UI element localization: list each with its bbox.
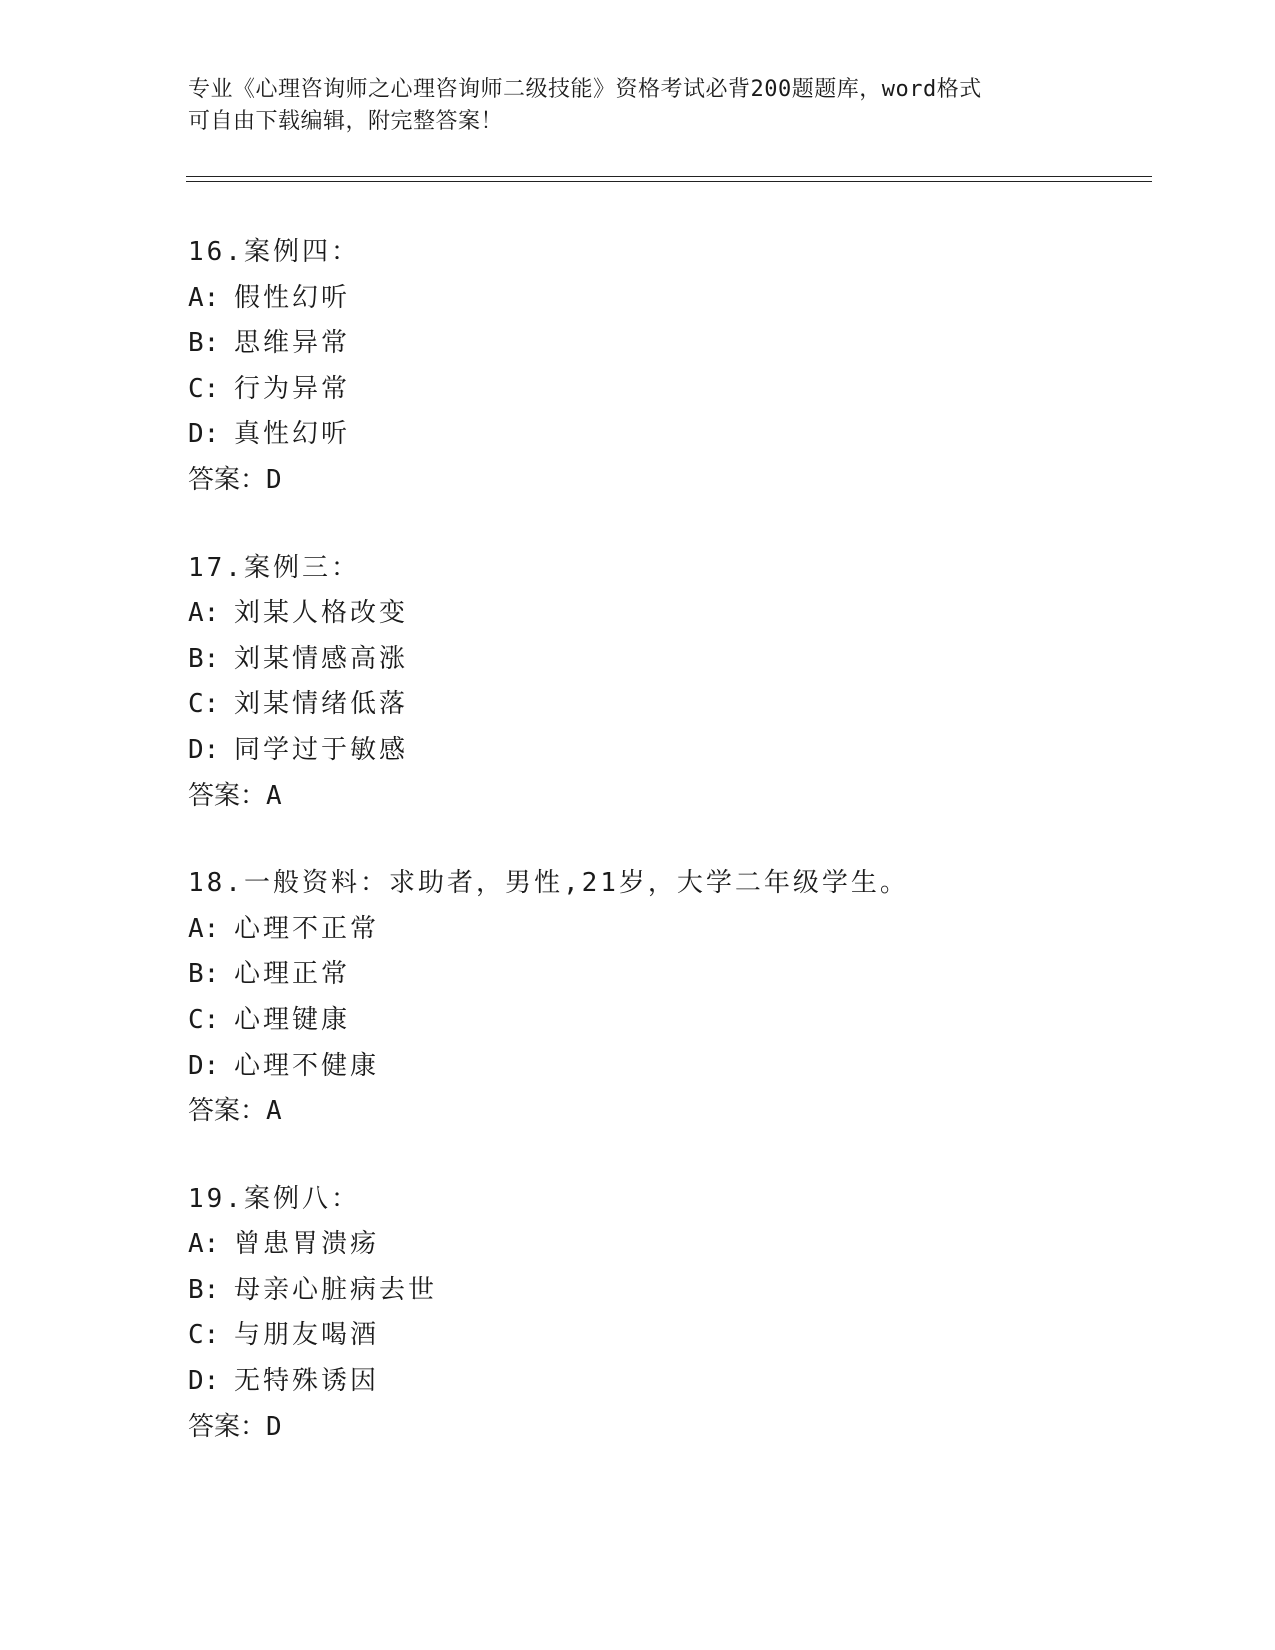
question-item — [188, 546, 1148, 820]
option-c — [188, 998, 1148, 1044]
option-text: 刘某情感高涨 — [234, 643, 409, 674]
option-key: B: — [188, 1274, 220, 1305]
option-a — [188, 276, 1148, 322]
option-text: 心理键康 — [234, 1004, 351, 1035]
option-c — [188, 1313, 1148, 1359]
answer-label: 答案： — [188, 780, 267, 811]
option-key: D: — [188, 419, 220, 450]
option-b — [188, 952, 1148, 998]
answer-line — [188, 1405, 1148, 1451]
option-key: B: — [188, 959, 220, 990]
option-d — [188, 1044, 1148, 1090]
answer-line — [188, 458, 1148, 504]
option-text: 心理不健康 — [234, 1050, 380, 1081]
option-text: 心理不正常 — [234, 913, 380, 944]
option-text: 行为异常 — [234, 373, 351, 404]
option-key: B: — [188, 643, 220, 674]
option-text: 母亲心脏病去世 — [234, 1274, 438, 1305]
option-text: 心理正常 — [234, 959, 351, 990]
option-d — [188, 1359, 1148, 1405]
option-b — [188, 1268, 1148, 1314]
question-stem: 19.案例八： — [188, 1183, 360, 1214]
option-d — [188, 412, 1148, 458]
option-key: C: — [188, 1004, 220, 1035]
option-c — [188, 367, 1148, 413]
option-text: 刘某情绪低落 — [234, 689, 409, 720]
option-key: D: — [188, 1050, 220, 1081]
option-text: 真性幻听 — [234, 419, 351, 450]
option-b — [188, 321, 1148, 367]
answer-value: A — [266, 780, 282, 811]
header-line-2: 可自由下载编辑，附完整答案！ — [188, 109, 504, 134]
option-d — [188, 728, 1148, 774]
option-text: 假性幻听 — [234, 282, 351, 313]
question-stem: 18.一般资料：求助者，男性,21岁，大学二年级学生。 — [188, 868, 909, 899]
option-key: A: — [188, 913, 220, 944]
question-list — [188, 230, 1148, 1492]
option-text: 同学过于敏感 — [234, 734, 409, 765]
header-divider-bottom — [186, 181, 1152, 182]
question-item — [188, 230, 1148, 504]
option-key: C: — [188, 689, 220, 720]
option-c — [188, 682, 1148, 728]
option-a — [188, 1222, 1148, 1268]
header-divider-top — [186, 176, 1152, 177]
option-key: D: — [188, 1366, 220, 1397]
option-a — [188, 907, 1148, 953]
answer-line — [188, 1089, 1148, 1135]
option-b — [188, 637, 1148, 683]
option-text: 刘某人格改变 — [234, 598, 409, 629]
answer-value: D — [266, 464, 282, 495]
answer-label: 答案： — [188, 1096, 267, 1127]
question-item — [188, 1177, 1148, 1451]
option-text: 思维异常 — [234, 328, 351, 359]
option-key: C: — [188, 1320, 220, 1351]
option-text: 无特殊诱因 — [234, 1366, 380, 1397]
answer-label: 答案： — [188, 1411, 267, 1442]
option-key: A: — [188, 1229, 220, 1260]
option-key: B: — [188, 328, 220, 359]
answer-line — [188, 774, 1148, 820]
question-stem: 17.案例三： — [188, 552, 360, 583]
document-header — [188, 74, 1088, 138]
answer-label: 答案： — [188, 464, 267, 495]
answer-value: D — [266, 1411, 282, 1442]
question-stem: 16.案例四： — [188, 237, 360, 267]
option-text: 与朋友喝酒 — [234, 1320, 380, 1351]
option-a — [188, 591, 1148, 637]
option-key: A: — [188, 282, 220, 313]
option-text: 曾患胃溃疡 — [234, 1229, 380, 1260]
header-line-1: 专业《心理咨询师之心理咨询师二级技能》资格考试必背200题题库，word格式 — [188, 77, 982, 102]
question-item — [188, 861, 1148, 1135]
answer-value: A — [266, 1096, 282, 1127]
option-key: D: — [188, 734, 220, 765]
option-key: C: — [188, 373, 220, 404]
option-key: A: — [188, 598, 220, 629]
